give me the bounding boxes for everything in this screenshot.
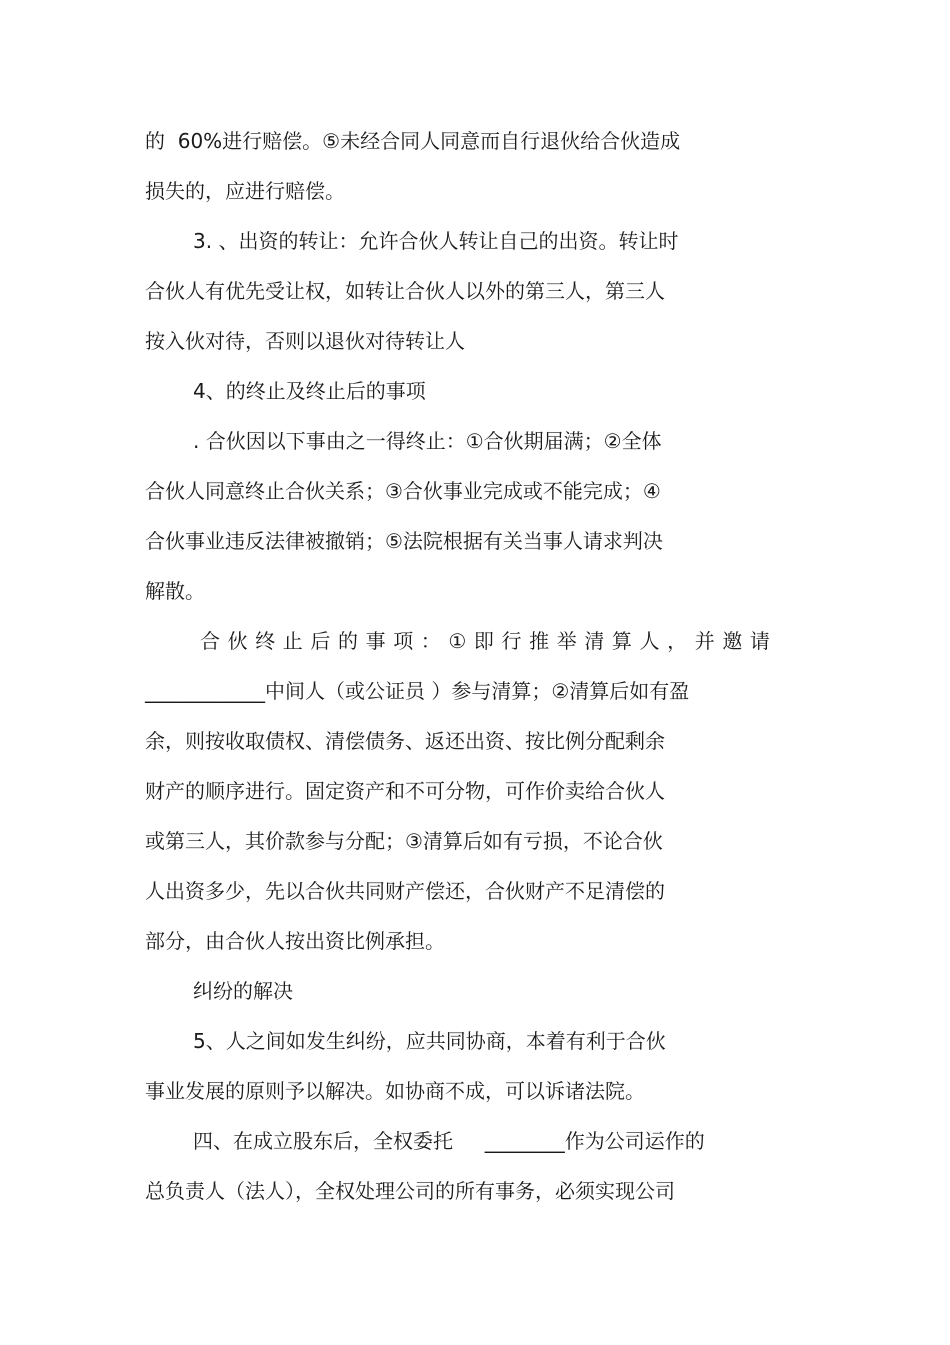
text-line-22: 总负责人（法人），全权处理公司的所有事务，必须实现公司 bbox=[145, 1179, 675, 1203]
text-line-2: 损失的，应进行赔偿。 bbox=[145, 179, 345, 203]
text-line-5: 按入伙对待，否则以退伙对待转让人 bbox=[145, 329, 465, 353]
text-line-16: 人出资多少，先以合伙共同财产偿还，合伙财产不足清偿的 bbox=[145, 879, 665, 903]
text-line-13: 余，则按收取债权、清偿债务、返还出资、按比例分配剩余 bbox=[145, 729, 665, 753]
text-line-7: . 合伙因以下事由之一得终止：①合伙期届满；②全体 bbox=[193, 429, 662, 453]
text-line-11: 合伙终止后的事项：①即行推举清算人，并邀请 bbox=[200, 629, 778, 653]
text-line-3: 3. 、出资的转让：允许合伙人转让自己的出资。转让时 bbox=[193, 229, 679, 253]
section-heading-disputes: 纠纷的解决 bbox=[193, 979, 293, 1003]
text-line-4: 合伙人有优先受让权，如转让合伙人以外的第三人，第三人 bbox=[145, 279, 665, 303]
text-line-15: 或第三人，其价款参与分配；③清算后如有亏损，不论合伙 bbox=[145, 829, 663, 853]
text-line-14: 财产的顺序进行。固定资产和不可分物，可作价卖给合伙人 bbox=[145, 779, 665, 803]
text-line-8: 合伙人同意终止合伙关系；③合伙事业完成或不能完成；④ bbox=[145, 479, 661, 503]
text-line-17: 部分，由合伙人按出资比例承担。 bbox=[145, 929, 445, 953]
text-line-21: 四、在成立股东后，全权委托 ________作为公司运作的 bbox=[193, 1129, 705, 1153]
section-heading-termination: 4、的终止及终止后的事项 bbox=[193, 379, 426, 403]
text-line-19: 5、人之间如发生纠纷，应共同协商，本着有利于合伙 bbox=[193, 1029, 666, 1053]
text-line-9: 合伙事业违反法律被撤销；⑤法院根据有关当事人请求判决 bbox=[145, 529, 663, 553]
text-line-12: ____________中间人（或公证员 ）参与清算；②清算后如有盈 bbox=[145, 679, 690, 703]
text-line-1: 的 60%进行赔偿。⑤未经合同人同意而自行退伙给合伙造成 bbox=[145, 129, 681, 153]
text-line-10: 解散。 bbox=[145, 579, 205, 603]
text-line-20: 事业发展的原则予以解决。如协商不成，可以诉诸法院。 bbox=[145, 1079, 645, 1103]
